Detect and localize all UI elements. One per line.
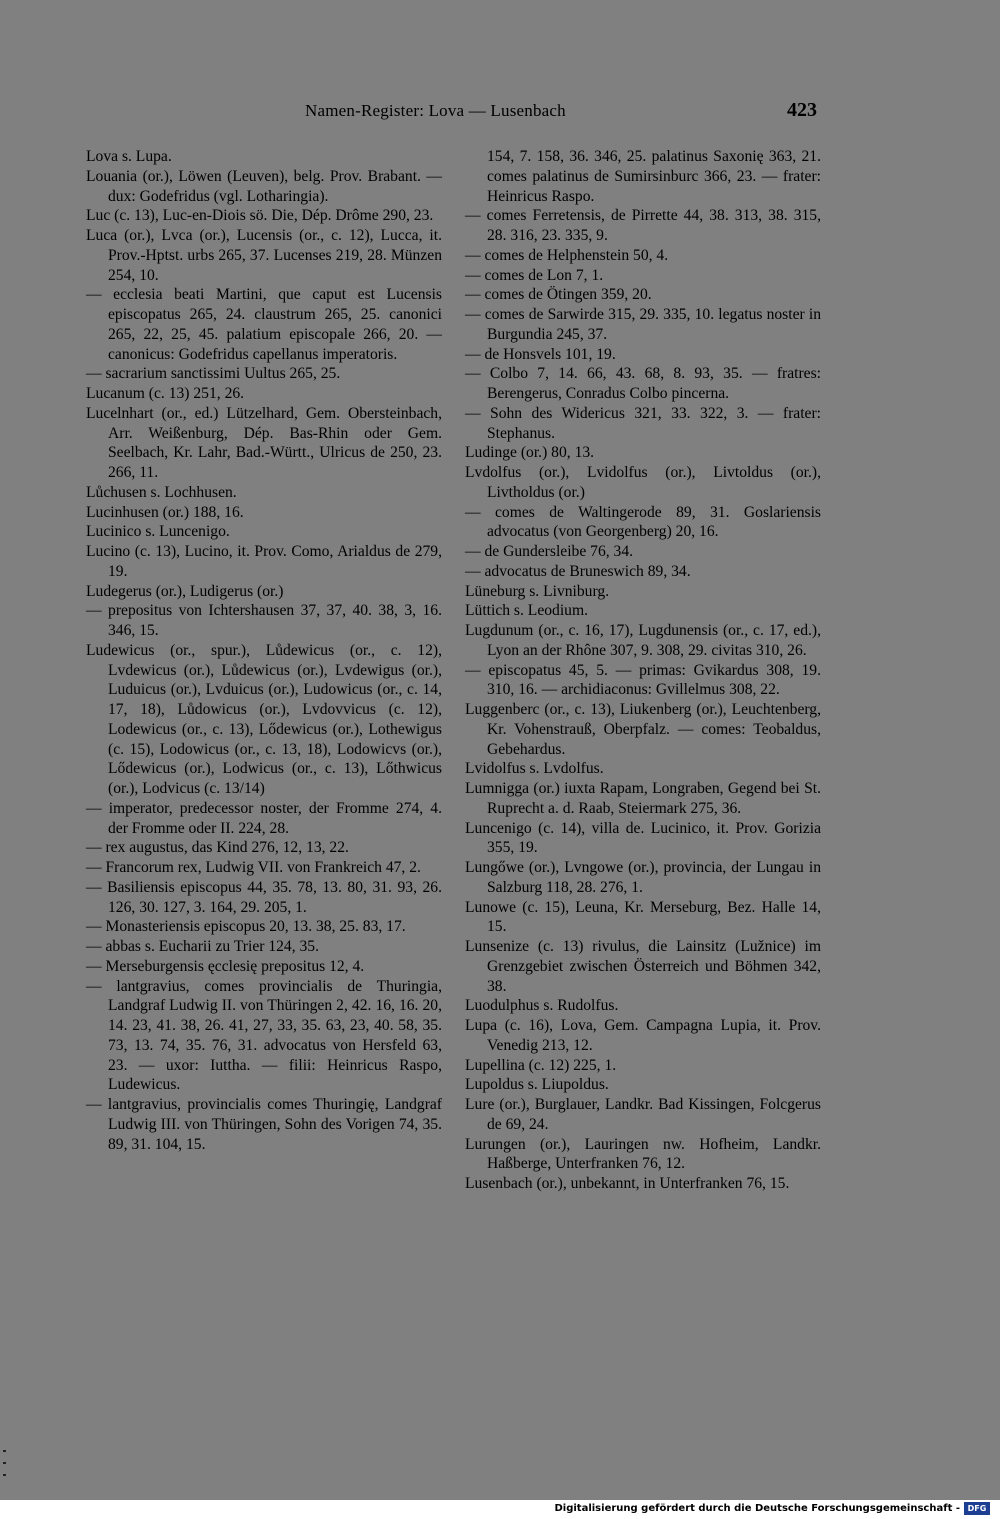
index-entry: Ludinge (or.) 80, 13. [465, 444, 595, 462]
index-entry-continuation: 154, 7. 158, 36. 346, 25. palatinus Saxonię 363, 21. comes palatinus de Sumirsinburc 366, 23. — frater: Heinricus Raspo. [487, 148, 821, 205]
right-column [465, 147, 821, 1194]
index-entry: Luc (c. 13), Luc-en-Diois sö. Die, Dép. Drôme 290, 23. [86, 207, 434, 225]
index-entry: Lupa (c. 16), Lova, Gem. Campagna Lupia, it. Prov. Venedig 213, 12. [465, 1017, 821, 1054]
dfg-logo: DFG [964, 1502, 990, 1515]
index-entry: Lumnigga (or.) iuxta Rapam, Longraben, Gegend bei St. Ruprecht a. d. Raab, Steiermark 275, 36. [465, 780, 821, 817]
index-entry: — ecclesia beati Martini, que caput est Lucensis episcopatus 265, 24. claustrum 265, 25. canonici 265, 22, 25, 45. palatium episcopale 266, 20. — canonicus: Godefridus capellanus imperatoris. [86, 286, 442, 363]
scan-margin-mark [3, 1474, 6, 1476]
index-entry: — comes de Lon 7, 1. [465, 266, 604, 284]
index-entry: — de Gundersleibe 76, 34. [465, 543, 634, 560]
running-title: Namen-Register: Lova — Lusenbach [305, 101, 566, 120]
index-entry: Lure (or.), Burglauer, Landkr. Bad Kissingen, Folcgerus de 69, 24. [465, 1096, 821, 1133]
index-entry: — de Honsvels 101, 19. [465, 345, 616, 363]
index-entry: — Monasteriensis episcopus 20, 13. 38, 25. 83, 17. [86, 918, 406, 936]
index-entry: — Colbo 7, 14. 66, 43. 68, 8. 93, 35. — fratres: Berengerus, Conradus Colbo pincerna. [465, 365, 821, 402]
index-entry: Lvidolfus s. Lvdolfus. [465, 760, 604, 778]
index-entry: Lurungen (or.), Lauringen nw. Hofheim, Landkr. Haßberge, Unterfranken 76, 12. [465, 1135, 821, 1173]
index-entry: — episcopatus 45, 5. — primas: Gvikardus 308, 19. 310, 16. — archidiaconus: Gvillelmus 308, 22. [465, 661, 821, 699]
index-entry: Luggenberc (or., c. 13), Liukenberg (or.), Leuchtenberg, Kr. Vohenstrauß, Oberpfalz. — comes: Teobaldus, Gebehardus. [465, 701, 821, 758]
index-entry: Lucelnhart (or., ed.) Lützelhard, Gem. Obersteinbach, Arr. Weißenburg, Dép. Bas-Rhin oder Gem. Seelbach, Kr. Lahr, Bad.-Württ., Ulricus de 250, 23. 266, 11. [86, 404, 442, 481]
index-entry: Ludewicus (or., spur.), Lůdewicus (or., c. 12), Lvdewicus (or.), Lůdewicus (or.), Lvdewigus (or.), Luduicus (or.), Lvduicus (or.), Ludowicus (or., c. 14, 17, 18), Lůdowicus (or.), Lvdovvicus (c. 12), Lodewicus (or., c. 13), Lődewicus (or.), Lothewigus (c. 15), Lodowicus (or., c. 13, 18), Lodowicvs (or.), Lődewicus (or.), Lodwicus (or., c. 13), Lőthwicus (or.), Lodvicus (c. 13/14) [86, 641, 442, 797]
index-entry: Lucinico s. Luncenigo. [86, 523, 230, 541]
index-entry: Lucino (c. 13), Lucino, it. Prov. Como, Arialdus de 279, 19. [86, 543, 442, 580]
index-entry: — sacrarium sanctissimi Uultus 265, 25. [86, 365, 341, 383]
index-entry: Lupellina (c. 12) 225, 1. [465, 1056, 617, 1074]
scan-margin-mark [3, 1462, 6, 1464]
index-entry: Lůchusen s. Lochhusen. [86, 483, 237, 501]
index-entry: — advocatus de Bruneswich 89, 34. [465, 562, 691, 580]
index-entry: — comes de Sarwirde 315, 29. 335, 10. legatus noster in Burgundia 245, 37. [465, 306, 821, 343]
index-entry: Lugdunum (or., c. 16, 17), Lugdunensis (or., c. 17, ed.), Lyon an der Rhône 307, 9. 308, 29. civitas 310, 26. [465, 622, 821, 659]
index-entry: Lucanum (c. 13) 251, 26. [86, 385, 245, 402]
index-entry: — Basiliensis episcopus 44, 35. 78, 13. 80, 31. 93, 26. 126, 30. 127, 3. 164, 29. 205, 1. [86, 878, 442, 916]
index-entry: — prepositus von Ichtershausen 37, 37, 40. 38, 3, 16. 346, 15. [86, 602, 442, 639]
index-entry: Lova s. Lupa. [86, 148, 172, 165]
index-entry: — Sohn des Widericus 321, 33. 322, 3. — frater: Stephanus. [465, 404, 821, 442]
index-entry: — Merseburgensis ęcclesię prepositus 12, 4. [86, 957, 365, 975]
index-entry: — comes de Ötingen 359, 20. [465, 286, 652, 304]
index-entry: — comes de Waltingerode 89, 31. Goslariensis advocatus (von Georgenberg) 20, 16. [465, 503, 821, 541]
index-entry: — rex augustus, das Kind 276, 12, 13, 22. [86, 839, 349, 857]
index-entry: Lupoldus s. Liupoldus. [465, 1076, 609, 1094]
index-entry: — imperator, predecessor noster, der Fromme 274, 4. der Fromme oder II. 224, 28. [86, 799, 442, 837]
index-entry: Lucinhusen (or.) 188, 16. [86, 503, 244, 521]
index-entry: Lüttich s. Leodium. [465, 602, 588, 620]
index-entry: Lunsenize (c. 13) rivulus, die Lainsitz (Lužnice) im Grenzgebiet zwischen Österreich und Böhmen 342, 38. [465, 938, 821, 995]
index-entry: Ludegerus (or.), Ludigerus (or.) [86, 582, 284, 600]
index-entry: — Francorum rex, Ludwig VII. von Frankreich 47, 2. [86, 859, 421, 876]
page-number: 423 [787, 99, 817, 121]
index-entry: — comes Ferretensis, de Pirrette 44, 38. 313, 38. 315, 28. 316, 23. 335, 9. [465, 207, 821, 244]
funding-notice: Digitalisierung gefördert durch die Deutsche Forschungsgemeinschaft - [554, 1503, 960, 1514]
index-entry: — comes de Helphenstein 50, 4. [465, 246, 669, 264]
index-entry: Luncenigo (c. 14), villa de. Lucinico, it. Prov. Gorizia 355, 19. [465, 819, 821, 857]
left-column [86, 147, 442, 1154]
scan-margin-mark [3, 1450, 6, 1452]
index-entry: Lunowe (c. 15), Leuna, Kr. Merseburg, Bez. Halle 14, 15. [465, 898, 821, 936]
index-entry: Luodulphus s. Rudolfus. [465, 997, 619, 1015]
index-entry: Luca (or.), Lvca (or.), Lucensis (or., c. 12), Lucca, it. Prov.-Hptst. urbs 265, 37. Lucenses 219, 28. Münzen 254, 10. [86, 227, 442, 284]
index-entry: Lungőwe (or.), Lvngowe (or.), provincia, der Lungau in Salzburg 118, 28. 276, 1. [465, 859, 821, 896]
index-entry: Lüneburg s. Livniburg. [465, 582, 610, 600]
index-entry: — lantgravius, comes provincialis de Thuringia, Landgraf Ludwig II. von Thüringen 2, 42. 16, 16. 20, 14. 23, 41. 38, 26. 41, 27, 33, 35. 63, 23, 40. 58, 35. 73, 13. 74, 35. 76, 31. advocatus von Hersfeld 63, 23. — uxor: Iuttha. — filii: Heinricus Raspo, Ludewicus. [86, 977, 442, 1094]
index-entry: — abbas s. Eucharii zu Trier 124, 35. [86, 938, 320, 955]
page-header [0, 101, 1000, 127]
index-entry: Lusenbach (or.), unbekannt, in Unterfranken 76, 15. [465, 1175, 790, 1192]
index-entry: Lvdolfus (or.), Lvidolfus (or.), Livtoldus (or.), Livtholdus (or.) [465, 464, 821, 501]
index-entry: Louania (or.), Löwen (Leuven), belg. Prov. Brabant. — dux: Godefridus (vgl. Lotharingia). [86, 167, 442, 205]
index-entry: — lantgravius, provincialis comes Thuringię, Landgraf Ludwig III. von Thüringen, Sohn des Vorigen 74, 35. 89, 31. 104, 15. [86, 1096, 442, 1153]
